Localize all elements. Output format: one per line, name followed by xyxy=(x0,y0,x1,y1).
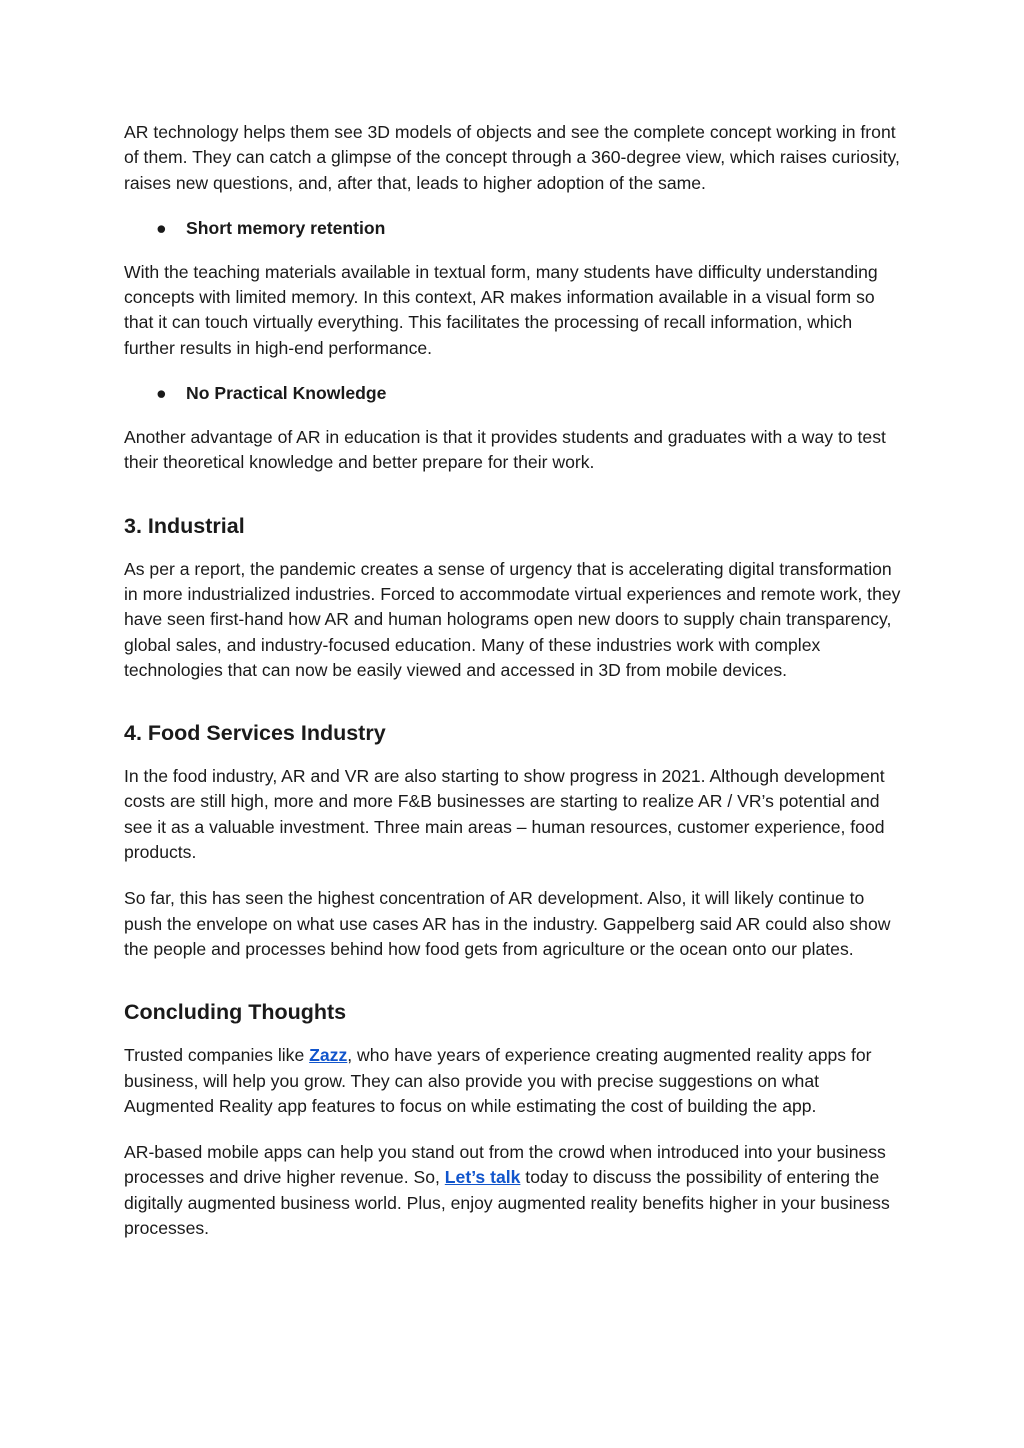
food-services-paragraph-1: In the food industry, AR and VR are also starting to show progress in 2021. Although development costs are still high, more and more F&B businesses are starting to realize AR / VR’s potential and see it as a valuable investment. Three main areas – human resources, customer experience, food products. xyxy=(124,766,885,863)
bullet-marker: ● xyxy=(156,217,167,238)
bullet-marker: ● xyxy=(156,383,167,404)
short-memory-paragraph: With the teaching materials available in textual form, many students have difficulty understanding concepts with limited memory. In this context, AR makes information available in a visual form so that it can touch virtually everything. This facilitates the processing of recall information, which further results in high-end performance. xyxy=(124,261,878,358)
conclusion-paragraph-1 xyxy=(124,1043,904,1119)
bullet-item-no-practical-knowledge xyxy=(124,381,904,406)
zazz-link[interactable]: Zazz xyxy=(309,1045,348,1066)
conclusion-paragraph-2-text: AR-based mobile apps can help you stand out from the crowd when introduced into your business processes and drive higher revenue. So, xyxy=(124,1142,886,1188)
conclusion-paragraph-1-text: Trusted companies like xyxy=(124,1045,310,1066)
food-services-paragraph-2: So far, this has seen the highest concentration of AR development. Also, it will likely continue to push the envelope on what use cases AR has in the industry. Gappelberg said AR could also show the people and processes behind how food gets from agriculture or the ocean onto our plates. xyxy=(124,888,891,959)
conclusion-paragraph-2-text: today to discuss the possibility of entering the digitally augmented business world. Plus, enjoy augmented reality benefits higher in your business processes. xyxy=(124,1167,890,1239)
concluding-thoughts-heading: Concluding Thoughts xyxy=(124,1000,347,1025)
document-page xyxy=(124,120,904,1241)
conclusion-paragraph-2 xyxy=(124,1140,904,1241)
bullet-label: Short memory retention xyxy=(186,217,386,238)
intro-paragraph: AR technology helps them see 3D models of objects and see the complete concept working in front of them. They can catch a glimpse of the concept through a 360-degree view, which raises curiosity, raises new questions, and, after that, leads to higher adoption of the same. xyxy=(124,122,900,193)
bullet-item-short-memory-retention xyxy=(124,216,904,241)
industrial-heading: 3. Industrial xyxy=(124,513,245,538)
industrial-paragraph: As per a report, the pandemic creates a sense of urgency that is accelerating digital transformation in more industrialized industries. Forced to accommodate virtual experiences and remote work, they have seen first-hand how AR and human holograms open new doors to supply chain transparency, global sales, and industry-focused education. Many of these industries work with complex technologies that can now be easily viewed and accessed in 3D from mobile devices. xyxy=(124,558,901,680)
food-services-heading: 4. Food Services Industry xyxy=(124,721,386,746)
lets-talk-link[interactable]: Let’s talk xyxy=(444,1167,521,1188)
no-practical-knowledge-paragraph: Another advantage of AR in education is that it provides students and graduates with a way to test their theoretical knowledge and better prepare for their work. xyxy=(124,427,886,473)
conclusion-paragraph-1-text: , who have years of experience creating augmented reality apps for business, will help you grow. They can also provide you with precise suggestions on what Augmented Reality app features to focus on while estimating the cost of building the app. xyxy=(124,1045,872,1116)
bullet-label: No Practical Knowledge xyxy=(186,383,387,404)
